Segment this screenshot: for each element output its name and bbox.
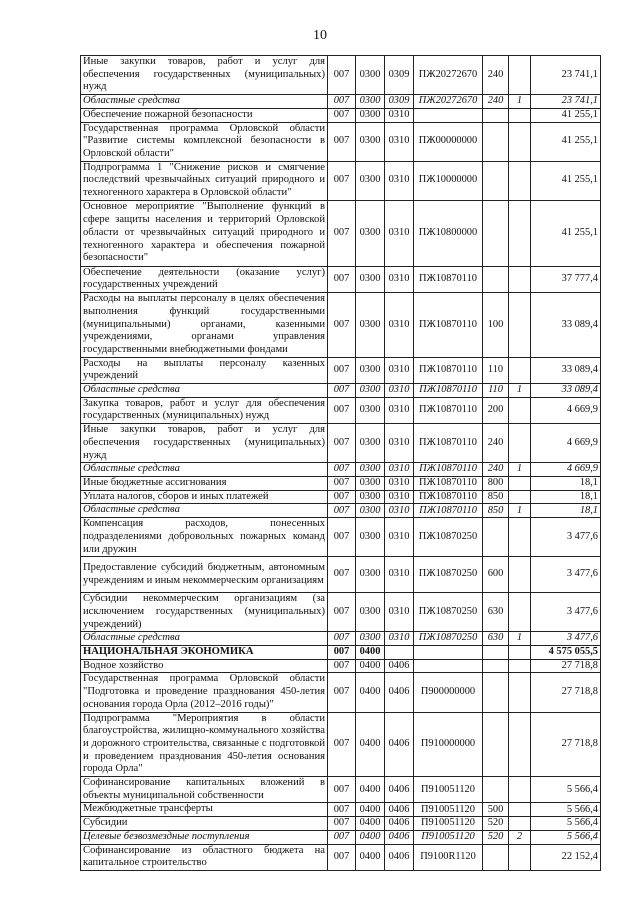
cell-ved: 007 [328, 646, 356, 660]
cell-rz: 0300 [356, 504, 385, 518]
cell-pr: 0310 [385, 632, 414, 646]
cell-name: Субсидии некоммерческим организациям (за исключением государственных (муниципальных) учреждений) [81, 593, 328, 632]
cell-ved: 007 [328, 490, 356, 504]
cell-src: 1 [509, 632, 531, 646]
cell-pr: 0406 [385, 817, 414, 831]
cell-amount: 33 089,4 [531, 357, 601, 383]
table-row [81, 357, 601, 383]
cell-amount: 18,1 [531, 476, 601, 490]
cell-csr: ПЖ10870250 [414, 518, 483, 557]
cell-pr: 0310 [385, 293, 414, 358]
cell-amount: 33 089,4 [531, 293, 601, 358]
cell-amount: 23 741,1 [531, 95, 601, 109]
cell-rz: 0400 [356, 659, 385, 673]
cell-pr: 0310 [385, 518, 414, 557]
cell-pr: 0310 [385, 108, 414, 122]
cell-rz: 0400 [356, 817, 385, 831]
cell-src [509, 803, 531, 817]
cell-ved: 007 [328, 161, 356, 200]
table-row [81, 476, 601, 490]
cell-vr: 240 [483, 95, 509, 109]
cell-pr: 0406 [385, 830, 414, 844]
cell-csr: ПЖ10870110 [414, 424, 483, 463]
cell-csr: ПЖ10870110 [414, 463, 483, 477]
cell-csr: ПЖ10000000 [414, 161, 483, 200]
table-row [81, 518, 601, 557]
table-row [81, 557, 601, 593]
cell-rz: 0300 [356, 384, 385, 398]
cell-name: Областные средства [81, 384, 328, 398]
table-row [81, 384, 601, 398]
cell-vr [483, 646, 509, 660]
table-row [81, 830, 601, 844]
cell-name: Иные бюджетные ассигнования [81, 476, 328, 490]
cell-rz: 0300 [356, 108, 385, 122]
table-row [81, 108, 601, 122]
cell-ved: 007 [328, 424, 356, 463]
cell-vr: 240 [483, 463, 509, 477]
cell-vr [483, 659, 509, 673]
cell-src [509, 397, 531, 423]
cell-rz: 0400 [356, 777, 385, 803]
cell-vr [483, 712, 509, 777]
cell-vr [483, 777, 509, 803]
cell-src [509, 646, 531, 660]
cell-src [509, 108, 531, 122]
cell-rz: 0400 [356, 712, 385, 777]
cell-ved: 007 [328, 803, 356, 817]
cell-vr [483, 122, 509, 161]
cell-src [509, 122, 531, 161]
cell-rz: 0300 [356, 95, 385, 109]
cell-amount: 3 477,6 [531, 557, 601, 593]
cell-ved: 007 [328, 632, 356, 646]
cell-amount: 27 718,8 [531, 673, 601, 712]
cell-csr: ПЖ10870250 [414, 632, 483, 646]
cell-src: 1 [509, 463, 531, 477]
cell-vr [483, 108, 509, 122]
cell-pr: 0406 [385, 659, 414, 673]
cell-amount: 4 669,9 [531, 397, 601, 423]
table-row [81, 817, 601, 831]
cell-amount: 4 669,9 [531, 463, 601, 477]
table-row [81, 646, 601, 660]
cell-vr [483, 844, 509, 870]
cell-vr: 110 [483, 357, 509, 383]
cell-vr: 520 [483, 817, 509, 831]
cell-csr: П910051120 [414, 817, 483, 831]
cell-amount: 41 255,1 [531, 200, 601, 266]
cell-pr: 0310 [385, 424, 414, 463]
cell-rz: 0300 [356, 56, 385, 95]
cell-name: Софинансирование капитальных вложений в объекты муниципальной собственности [81, 777, 328, 803]
cell-pr: 0406 [385, 712, 414, 777]
cell-name: Государственная программа Орловской области "Развитие системы комплексной безопасности в Орловской области" [81, 122, 328, 161]
cell-rz: 0300 [356, 424, 385, 463]
cell-pr: 0310 [385, 200, 414, 266]
cell-csr: ПЖ00000000 [414, 122, 483, 161]
cell-src [509, 266, 531, 292]
cell-vr [483, 200, 509, 266]
table-row [81, 266, 601, 292]
table-row [81, 95, 601, 109]
cell-name: Подпрограмма 1 "Снижение рисков и смягчение последствий чрезвычайных ситуаций природного и техногенного характера в Орловской области" [81, 161, 328, 200]
cell-src: 1 [509, 95, 531, 109]
table-row [81, 397, 601, 423]
cell-ved: 007 [328, 476, 356, 490]
cell-csr: ПЖ10800000 [414, 200, 483, 266]
cell-ved: 007 [328, 200, 356, 266]
cell-amount: 18,1 [531, 504, 601, 518]
cell-vr: 100 [483, 293, 509, 358]
cell-name: Иные закупки товаров, работ и услуг для обеспечения государственных (муниципальных) нужд [81, 56, 328, 95]
cell-pr: 0406 [385, 777, 414, 803]
cell-name: Предоставление субсидий бюджетным, автономным учреждениям и иным некоммерческим организациям [81, 557, 328, 593]
table-row [81, 632, 601, 646]
cell-pr: 0310 [385, 557, 414, 593]
cell-name: Обеспечение пожарной безопасности [81, 108, 328, 122]
cell-ved: 007 [328, 712, 356, 777]
cell-pr: 0310 [385, 504, 414, 518]
cell-pr: 0310 [385, 122, 414, 161]
cell-src [509, 56, 531, 95]
cell-ved: 007 [328, 593, 356, 632]
cell-csr: ПЖ10870110 [414, 490, 483, 504]
cell-ved: 007 [328, 504, 356, 518]
cell-pr: 0406 [385, 673, 414, 712]
cell-rz: 0300 [356, 476, 385, 490]
cell-csr: ПЖ10870250 [414, 593, 483, 632]
cell-src [509, 673, 531, 712]
table-row [81, 777, 601, 803]
cell-name: Подпрограмма "Мероприятия в области благоустройства, жилищно-коммунального хозяйства и дорожного строительства, связанные с подготовкой и проведением празднования 450-летия основания города Орла" [81, 712, 328, 777]
cell-src [509, 200, 531, 266]
cell-amount: 41 255,1 [531, 161, 601, 200]
cell-amount: 3 477,6 [531, 593, 601, 632]
page-number: 10 [313, 28, 327, 43]
cell-vr: 240 [483, 56, 509, 95]
cell-pr: 0310 [385, 266, 414, 292]
cell-csr: ПЖ10870110 [414, 357, 483, 383]
cell-amount: 27 718,8 [531, 712, 601, 777]
cell-src [509, 817, 531, 831]
cell-amount: 41 255,1 [531, 122, 601, 161]
cell-src [509, 844, 531, 870]
cell-rz: 0300 [356, 266, 385, 292]
cell-src [509, 357, 531, 383]
cell-amount: 5 566,4 [531, 777, 601, 803]
cell-pr: 0310 [385, 463, 414, 477]
table-row [81, 504, 601, 518]
cell-csr: ПЖ10870110 [414, 476, 483, 490]
cell-rz: 0400 [356, 646, 385, 660]
cell-amount: 18,1 [531, 490, 601, 504]
cell-vr: 600 [483, 557, 509, 593]
cell-pr: 0406 [385, 844, 414, 870]
cell-vr [483, 518, 509, 557]
table-row [81, 659, 601, 673]
cell-vr: 630 [483, 632, 509, 646]
cell-csr: ПЖ10870110 [414, 397, 483, 423]
cell-vr: 240 [483, 424, 509, 463]
cell-name: Государственная программа Орловской области "Подготовка и проведение празднования 450-летия основания города Орла (2012–2016 годы)" [81, 673, 328, 712]
cell-rz: 0300 [356, 632, 385, 646]
cell-pr: 0310 [385, 384, 414, 398]
cell-vr: 630 [483, 593, 509, 632]
cell-csr: ПЖ20272670 [414, 56, 483, 95]
cell-csr: П910000000 [414, 712, 483, 777]
table-row [81, 424, 601, 463]
cell-amount: 5 566,4 [531, 803, 601, 817]
cell-amount: 23 741,1 [531, 56, 601, 95]
cell-pr: 0406 [385, 803, 414, 817]
cell-name: НАЦИОНАЛЬНАЯ ЭКОНОМИКА [81, 646, 328, 660]
cell-rz: 0300 [356, 357, 385, 383]
cell-csr: ПЖ10870110 [414, 384, 483, 398]
cell-vr [483, 161, 509, 200]
cell-csr: П910051120 [414, 803, 483, 817]
cell-amount: 41 255,1 [531, 108, 601, 122]
cell-rz: 0300 [356, 490, 385, 504]
cell-ved: 007 [328, 122, 356, 161]
table-row [81, 593, 601, 632]
cell-ved: 007 [328, 397, 356, 423]
cell-rz: 0300 [356, 593, 385, 632]
cell-ved: 007 [328, 357, 356, 383]
cell-amount: 4 575 055,5 [531, 646, 601, 660]
table-row [81, 463, 601, 477]
cell-pr: 0310 [385, 357, 414, 383]
cell-name: Компенсация расходов, понесенных подразделениями добровольных пожарных команд или дружин [81, 518, 328, 557]
cell-src [509, 593, 531, 632]
cell-name: Субсидии [81, 817, 328, 831]
cell-csr [414, 646, 483, 660]
cell-rz: 0300 [356, 463, 385, 477]
cell-pr: 0309 [385, 95, 414, 109]
cell-csr: ПЖ10870250 [414, 557, 483, 593]
cell-src [509, 557, 531, 593]
cell-pr: 0310 [385, 397, 414, 423]
cell-pr: 0310 [385, 161, 414, 200]
cell-src [509, 161, 531, 200]
cell-vr [483, 266, 509, 292]
cell-amount: 4 669,9 [531, 424, 601, 463]
cell-rz: 0300 [356, 397, 385, 423]
cell-rz: 0400 [356, 830, 385, 844]
cell-src [509, 518, 531, 557]
cell-amount: 3 477,6 [531, 518, 601, 557]
cell-ved: 007 [328, 830, 356, 844]
cell-vr: 200 [483, 397, 509, 423]
cell-name: Расходы на выплаты персоналу казенных учреждений [81, 357, 328, 383]
cell-csr: П900000000 [414, 673, 483, 712]
cell-csr: ПЖ10870110 [414, 293, 483, 358]
cell-amount: 37 777,4 [531, 266, 601, 292]
cell-vr: 500 [483, 803, 509, 817]
table-row [81, 712, 601, 777]
cell-pr: 0310 [385, 593, 414, 632]
table-row [81, 200, 601, 266]
table-row [81, 293, 601, 358]
cell-name: Уплата налогов, сборов и иных платежей [81, 490, 328, 504]
cell-amount: 5 566,4 [531, 830, 601, 844]
cell-pr: 0310 [385, 476, 414, 490]
cell-ved: 007 [328, 844, 356, 870]
cell-ved: 007 [328, 463, 356, 477]
table-row [81, 844, 601, 870]
cell-src [509, 777, 531, 803]
cell-vr: 520 [483, 830, 509, 844]
cell-rz: 0300 [356, 122, 385, 161]
cell-vr: 800 [483, 476, 509, 490]
cell-pr [385, 646, 414, 660]
cell-amount: 33 089,4 [531, 384, 601, 398]
cell-vr: 850 [483, 504, 509, 518]
cell-ved: 007 [328, 293, 356, 358]
cell-csr: П910051120 [414, 777, 483, 803]
cell-name: Софинансирование из областного бюджета на капитальное строительство [81, 844, 328, 870]
cell-ved: 007 [328, 95, 356, 109]
cell-ved: 007 [328, 108, 356, 122]
cell-name: Областные средства [81, 463, 328, 477]
cell-name: Расходы на выплаты персоналу в целях обеспечения выполнения функций государственными (муниципальными) органами, казенными учреждениями, органами управления государственными внебюджетными фондами [81, 293, 328, 358]
cell-amount: 22 152,4 [531, 844, 601, 870]
cell-rz: 0300 [356, 200, 385, 266]
cell-name: Целевые безвозмездные поступления [81, 830, 328, 844]
cell-src: 2 [509, 830, 531, 844]
cell-csr: ПЖ10870110 [414, 266, 483, 292]
cell-vr: 110 [483, 384, 509, 398]
cell-vr [483, 673, 509, 712]
cell-csr: П910051120 [414, 830, 483, 844]
table-row [81, 803, 601, 817]
cell-pr: 0310 [385, 490, 414, 504]
cell-src: 1 [509, 504, 531, 518]
cell-src [509, 490, 531, 504]
cell-src: 1 [509, 384, 531, 398]
cell-name: Межбюджетные трансферты [81, 803, 328, 817]
cell-ved: 007 [328, 673, 356, 712]
cell-ved: 007 [328, 557, 356, 593]
cell-src [509, 712, 531, 777]
cell-csr [414, 108, 483, 122]
cell-ved: 007 [328, 817, 356, 831]
cell-amount: 27 718,8 [531, 659, 601, 673]
table-row [81, 490, 601, 504]
cell-ved: 007 [328, 777, 356, 803]
cell-name: Областные средства [81, 504, 328, 518]
cell-csr: П9100R1120 [414, 844, 483, 870]
table-row [81, 161, 601, 200]
cell-name: Водное хозяйство [81, 659, 328, 673]
cell-src [509, 293, 531, 358]
cell-name: Областные средства [81, 95, 328, 109]
cell-rz: 0300 [356, 293, 385, 358]
cell-ved: 007 [328, 659, 356, 673]
cell-name: Основное мероприятие "Выполнение функций в сфере защиты населения и территорий Орловской области от чрезвычайных ситуаций природного и техногенного характера и обеспечения пожарной безопасности" [81, 200, 328, 266]
cell-name: Иные закупки товаров, работ и услуг для обеспечения государственных (муниципальных) нужд [81, 424, 328, 463]
cell-amount: 3 477,6 [531, 632, 601, 646]
cell-rz: 0300 [356, 518, 385, 557]
cell-pr: 0309 [385, 56, 414, 95]
cell-src [509, 424, 531, 463]
cell-name: Обеспечение деятельности (оказание услуг) государственных учреждений [81, 266, 328, 292]
cell-src [509, 476, 531, 490]
table-row [81, 122, 601, 161]
cell-csr [414, 659, 483, 673]
table-row [81, 56, 601, 95]
cell-ved: 007 [328, 384, 356, 398]
cell-amount: 5 566,4 [531, 817, 601, 831]
cell-name: Областные средства [81, 632, 328, 646]
cell-rz: 0400 [356, 673, 385, 712]
cell-rz: 0400 [356, 803, 385, 817]
budget-table [80, 55, 601, 871]
cell-vr: 850 [483, 490, 509, 504]
cell-ved: 007 [328, 56, 356, 95]
cell-name: Закупка товаров, работ и услуг для обеспечения государственных (муниципальных) нужд [81, 397, 328, 423]
cell-ved: 007 [328, 266, 356, 292]
cell-csr: ПЖ20272670 [414, 95, 483, 109]
table-row [81, 673, 601, 712]
cell-csr: ПЖ10870110 [414, 504, 483, 518]
cell-rz: 0300 [356, 161, 385, 200]
cell-src [509, 659, 531, 673]
cell-rz: 0400 [356, 844, 385, 870]
cell-ved: 007 [328, 518, 356, 557]
cell-rz: 0300 [356, 557, 385, 593]
